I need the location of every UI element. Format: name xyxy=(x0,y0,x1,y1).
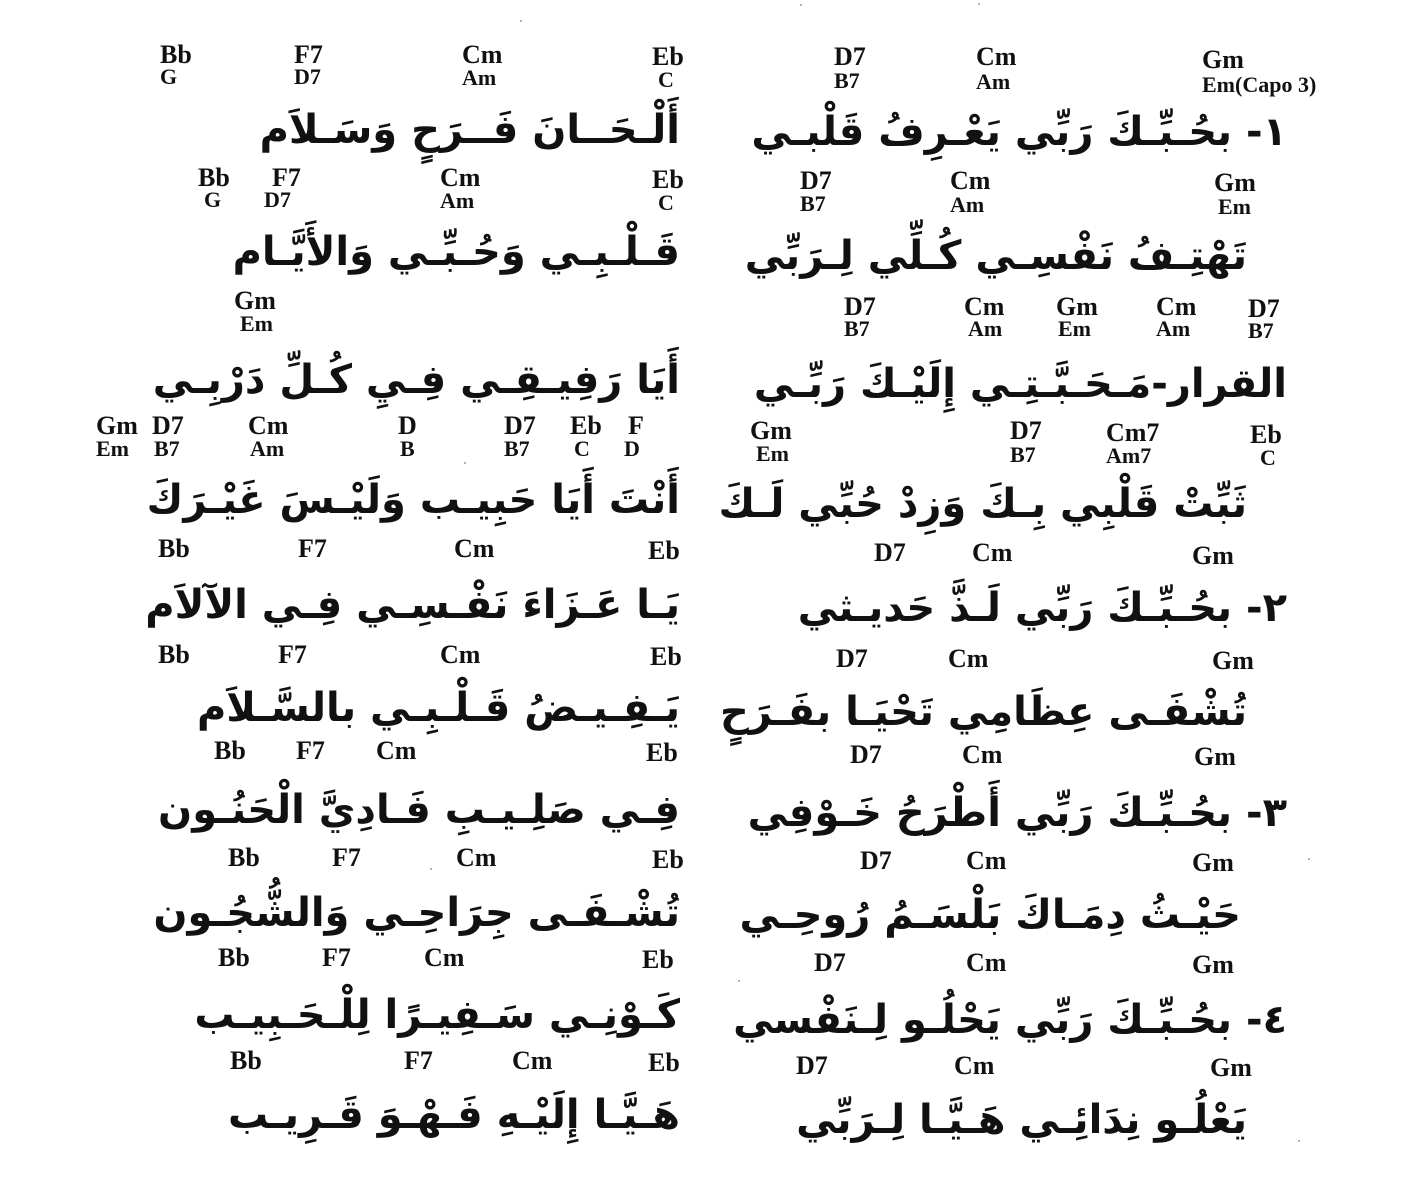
chord: F7 xyxy=(322,943,351,972)
chord: D7 xyxy=(850,740,882,769)
chord: Eb xyxy=(642,945,674,974)
chord: D xyxy=(398,411,417,440)
chord: Bb xyxy=(230,1046,262,1075)
chord: F7 xyxy=(332,843,361,872)
chord: D7 xyxy=(1248,294,1280,323)
chord: Bb xyxy=(158,534,190,563)
capo-chord: Am xyxy=(462,65,497,90)
chord: D7 xyxy=(860,846,892,875)
lyric-line: ثَبِّتْ قَلْبِي بِـكَ وَزِدْ حُبِّي لَـكَ xyxy=(718,481,1247,527)
chord: Bb xyxy=(214,736,246,765)
chord: Gm xyxy=(234,286,276,315)
scan-speck xyxy=(978,3,980,5)
capo-chord: B7 xyxy=(154,436,180,461)
chord: F7 xyxy=(296,736,325,765)
chord: D7 xyxy=(844,292,876,321)
lyric-line: حَيْـثُ دِمَـاكَ بَلْسَـمُ رُوحِـي xyxy=(739,892,1241,938)
chord: Cm xyxy=(954,1051,995,1080)
chord: Gm xyxy=(1210,1053,1252,1082)
chord: Eb xyxy=(652,845,684,874)
scan-speck xyxy=(1308,858,1310,860)
chord: D7 xyxy=(834,42,866,71)
capo-chord: B7 xyxy=(834,68,860,93)
scan-speck xyxy=(520,20,522,22)
chord: F7 xyxy=(404,1046,433,1075)
chord: Eb xyxy=(650,642,682,671)
lyric-line: أَيَا رَفِيـقِـي فِـيِ كُـلِّ دَرْبِـي xyxy=(152,357,680,403)
lyric-line: ٤- بحُـبِّـكَ رَبِّي يَحْلُـو لِـنَفْسي xyxy=(733,997,1287,1043)
lyric-line: يَـفِـيـضُ قَـلْـبِـي بالسَّـلاَم xyxy=(196,685,680,731)
chord: Cm xyxy=(424,943,465,972)
left-column xyxy=(0,0,700,1200)
lyric-line: يَـا عَـزَاءَ نَفْـسِـي فِـي الآلاَم xyxy=(145,582,680,628)
lyric-line: يَعْلُـو نِدَائِـي هَـيَّـا لِـرَبِّي xyxy=(796,1097,1247,1143)
chord: D7 xyxy=(152,411,184,440)
chord: Gm xyxy=(1194,742,1236,771)
capo-chord: C xyxy=(658,67,674,92)
chord: F7 xyxy=(294,40,323,69)
chord: D7 xyxy=(1010,416,1042,445)
lyric-line: أَلْـحَــانَ فَــرَحٍ وَسَـلاَم xyxy=(259,107,680,153)
chord: Gm xyxy=(1212,646,1254,675)
chord: Cm xyxy=(966,846,1007,875)
chord: Gm xyxy=(96,411,138,440)
capo-chord: Em xyxy=(756,441,789,466)
chord: D7 xyxy=(874,538,906,567)
lyric-line: قَـلْـبِـي وَحُـبِّـي وَالأَيَّـام xyxy=(232,229,680,275)
lyric-line: ٢- بحُـبِّـكَ رَبِّي لَـذَّ حَديـثي xyxy=(797,585,1287,631)
chord: Cm xyxy=(456,843,497,872)
capo-chord: B xyxy=(400,436,415,461)
chord: F7 xyxy=(272,163,301,192)
capo-chord: B7 xyxy=(1248,318,1274,343)
chord: F7 xyxy=(278,640,307,669)
chord: Bb xyxy=(228,843,260,872)
chord: Cm xyxy=(1156,292,1197,321)
chord: D7 xyxy=(836,644,868,673)
scan-speck xyxy=(1298,1140,1300,1142)
chord: Gm xyxy=(1214,168,1256,197)
chord: Cm xyxy=(972,538,1013,567)
lyric-line: كَـوْنِـي سَـفِيـرًا لِلْـحَـبِيـب xyxy=(194,992,680,1038)
chord: Cm xyxy=(966,948,1007,977)
chord: Cm xyxy=(950,166,991,195)
chord: Eb xyxy=(648,1048,680,1077)
chord: Gm xyxy=(1202,45,1244,74)
chord: Cm xyxy=(248,411,289,440)
capo-chord: Am xyxy=(968,316,1003,341)
capo-chord: B7 xyxy=(844,316,870,341)
chord: Eb xyxy=(1250,420,1282,449)
capo-chord: G xyxy=(160,64,178,89)
scan-speck xyxy=(430,868,432,870)
chord: Cm7 xyxy=(1106,418,1160,447)
capo-chord: D7 xyxy=(294,64,321,89)
capo-chord: C xyxy=(1260,445,1276,470)
capo-chord: B7 xyxy=(800,191,826,216)
capo-chord: D7 xyxy=(264,187,291,212)
chord: Bb xyxy=(218,943,250,972)
chord: Cm xyxy=(976,42,1017,71)
scan-speck xyxy=(464,462,466,464)
chord: Cm xyxy=(512,1046,553,1075)
right-column xyxy=(700,0,1409,1200)
capo-chord: B7 xyxy=(1010,442,1036,467)
capo-chord: Em(Capo 3) xyxy=(1202,72,1317,97)
chord: Eb xyxy=(648,536,680,565)
chord: Eb xyxy=(652,165,684,194)
lyric-line: أَنْتَ أَيَا حَبِيـب وَلَيْـسَ غَيْـرَكَ xyxy=(146,477,680,523)
capo-chord: Am xyxy=(440,188,475,213)
lyric-line: تَهْتِـفُ نَفْسِـي كُـلِّي لِـرَبِّي xyxy=(744,233,1247,279)
chord: D7 xyxy=(504,411,536,440)
lyric-line: تُشْفَـى عِظَامِي تَحْيَـا بفَـرَحٍ xyxy=(719,689,1247,735)
lyric-line: ١- بحُـبِّـكَ رَبِّي يَعْـرِفُ قَلْبـي xyxy=(751,109,1287,155)
capo-chord: Em xyxy=(96,436,129,461)
lyric-line: تُشْـفَـى جِرَاحِـي وَالشُّجُـون xyxy=(153,890,680,936)
capo-chord: Am7 xyxy=(1106,443,1152,468)
chord: Eb xyxy=(652,42,684,71)
chord: Gm xyxy=(1192,541,1234,570)
scan-speck xyxy=(738,980,740,982)
lyric-line: فِـي صَلِـيـبِ فَـادِيَّ الْحَنُـون xyxy=(158,787,680,833)
chord: Gm xyxy=(1056,292,1098,321)
chord: F7 xyxy=(298,534,327,563)
chord: Bb xyxy=(160,40,192,69)
chord: Eb xyxy=(646,738,678,767)
capo-chord: Am xyxy=(1156,316,1191,341)
capo-chord: Am xyxy=(976,69,1011,94)
lyric-line: هَـيَّـا إِلَيْـهِ فَـهْـوَ قَـرِيـب xyxy=(228,1092,680,1138)
capo-chord: B7 xyxy=(504,436,530,461)
chord: Cm xyxy=(948,644,989,673)
capo-chord: C xyxy=(658,190,674,215)
chord: Cm xyxy=(962,740,1003,769)
chord: Cm xyxy=(376,736,417,765)
chord: Bb xyxy=(198,163,230,192)
scan-speck xyxy=(800,4,802,6)
capo-chord: Em xyxy=(1218,194,1251,219)
chord: Gm xyxy=(1192,848,1234,877)
capo-chord: Em xyxy=(240,311,273,336)
capo-chord: D xyxy=(624,436,640,461)
lyric-line: القرار-مَـحَـبَّـتِـي إِلَيْـكَ رَبِّـي xyxy=(753,361,1287,407)
capo-chord: G xyxy=(204,187,222,212)
lyric-line: ٣- بحُـبِّـكَ رَبِّي أَطْرَحُ خَـوْفِي xyxy=(747,790,1287,836)
chord: D7 xyxy=(800,166,832,195)
chord: Gm xyxy=(1192,950,1234,979)
chord: D7 xyxy=(814,948,846,977)
chord: Cm xyxy=(964,292,1005,321)
chord: D7 xyxy=(796,1051,828,1080)
capo-chord: C xyxy=(574,436,590,461)
chord: Cm xyxy=(440,640,481,669)
chord: Bb xyxy=(158,640,190,669)
chord: Cm xyxy=(462,40,503,69)
capo-chord: Am xyxy=(250,436,285,461)
chord: Eb xyxy=(570,411,602,440)
capo-chord: Am xyxy=(950,192,985,217)
chord: Cm xyxy=(454,534,495,563)
chord: F xyxy=(628,411,644,440)
chord: Gm xyxy=(750,416,792,445)
chord: Cm xyxy=(440,163,481,192)
capo-chord: Em xyxy=(1058,316,1091,341)
